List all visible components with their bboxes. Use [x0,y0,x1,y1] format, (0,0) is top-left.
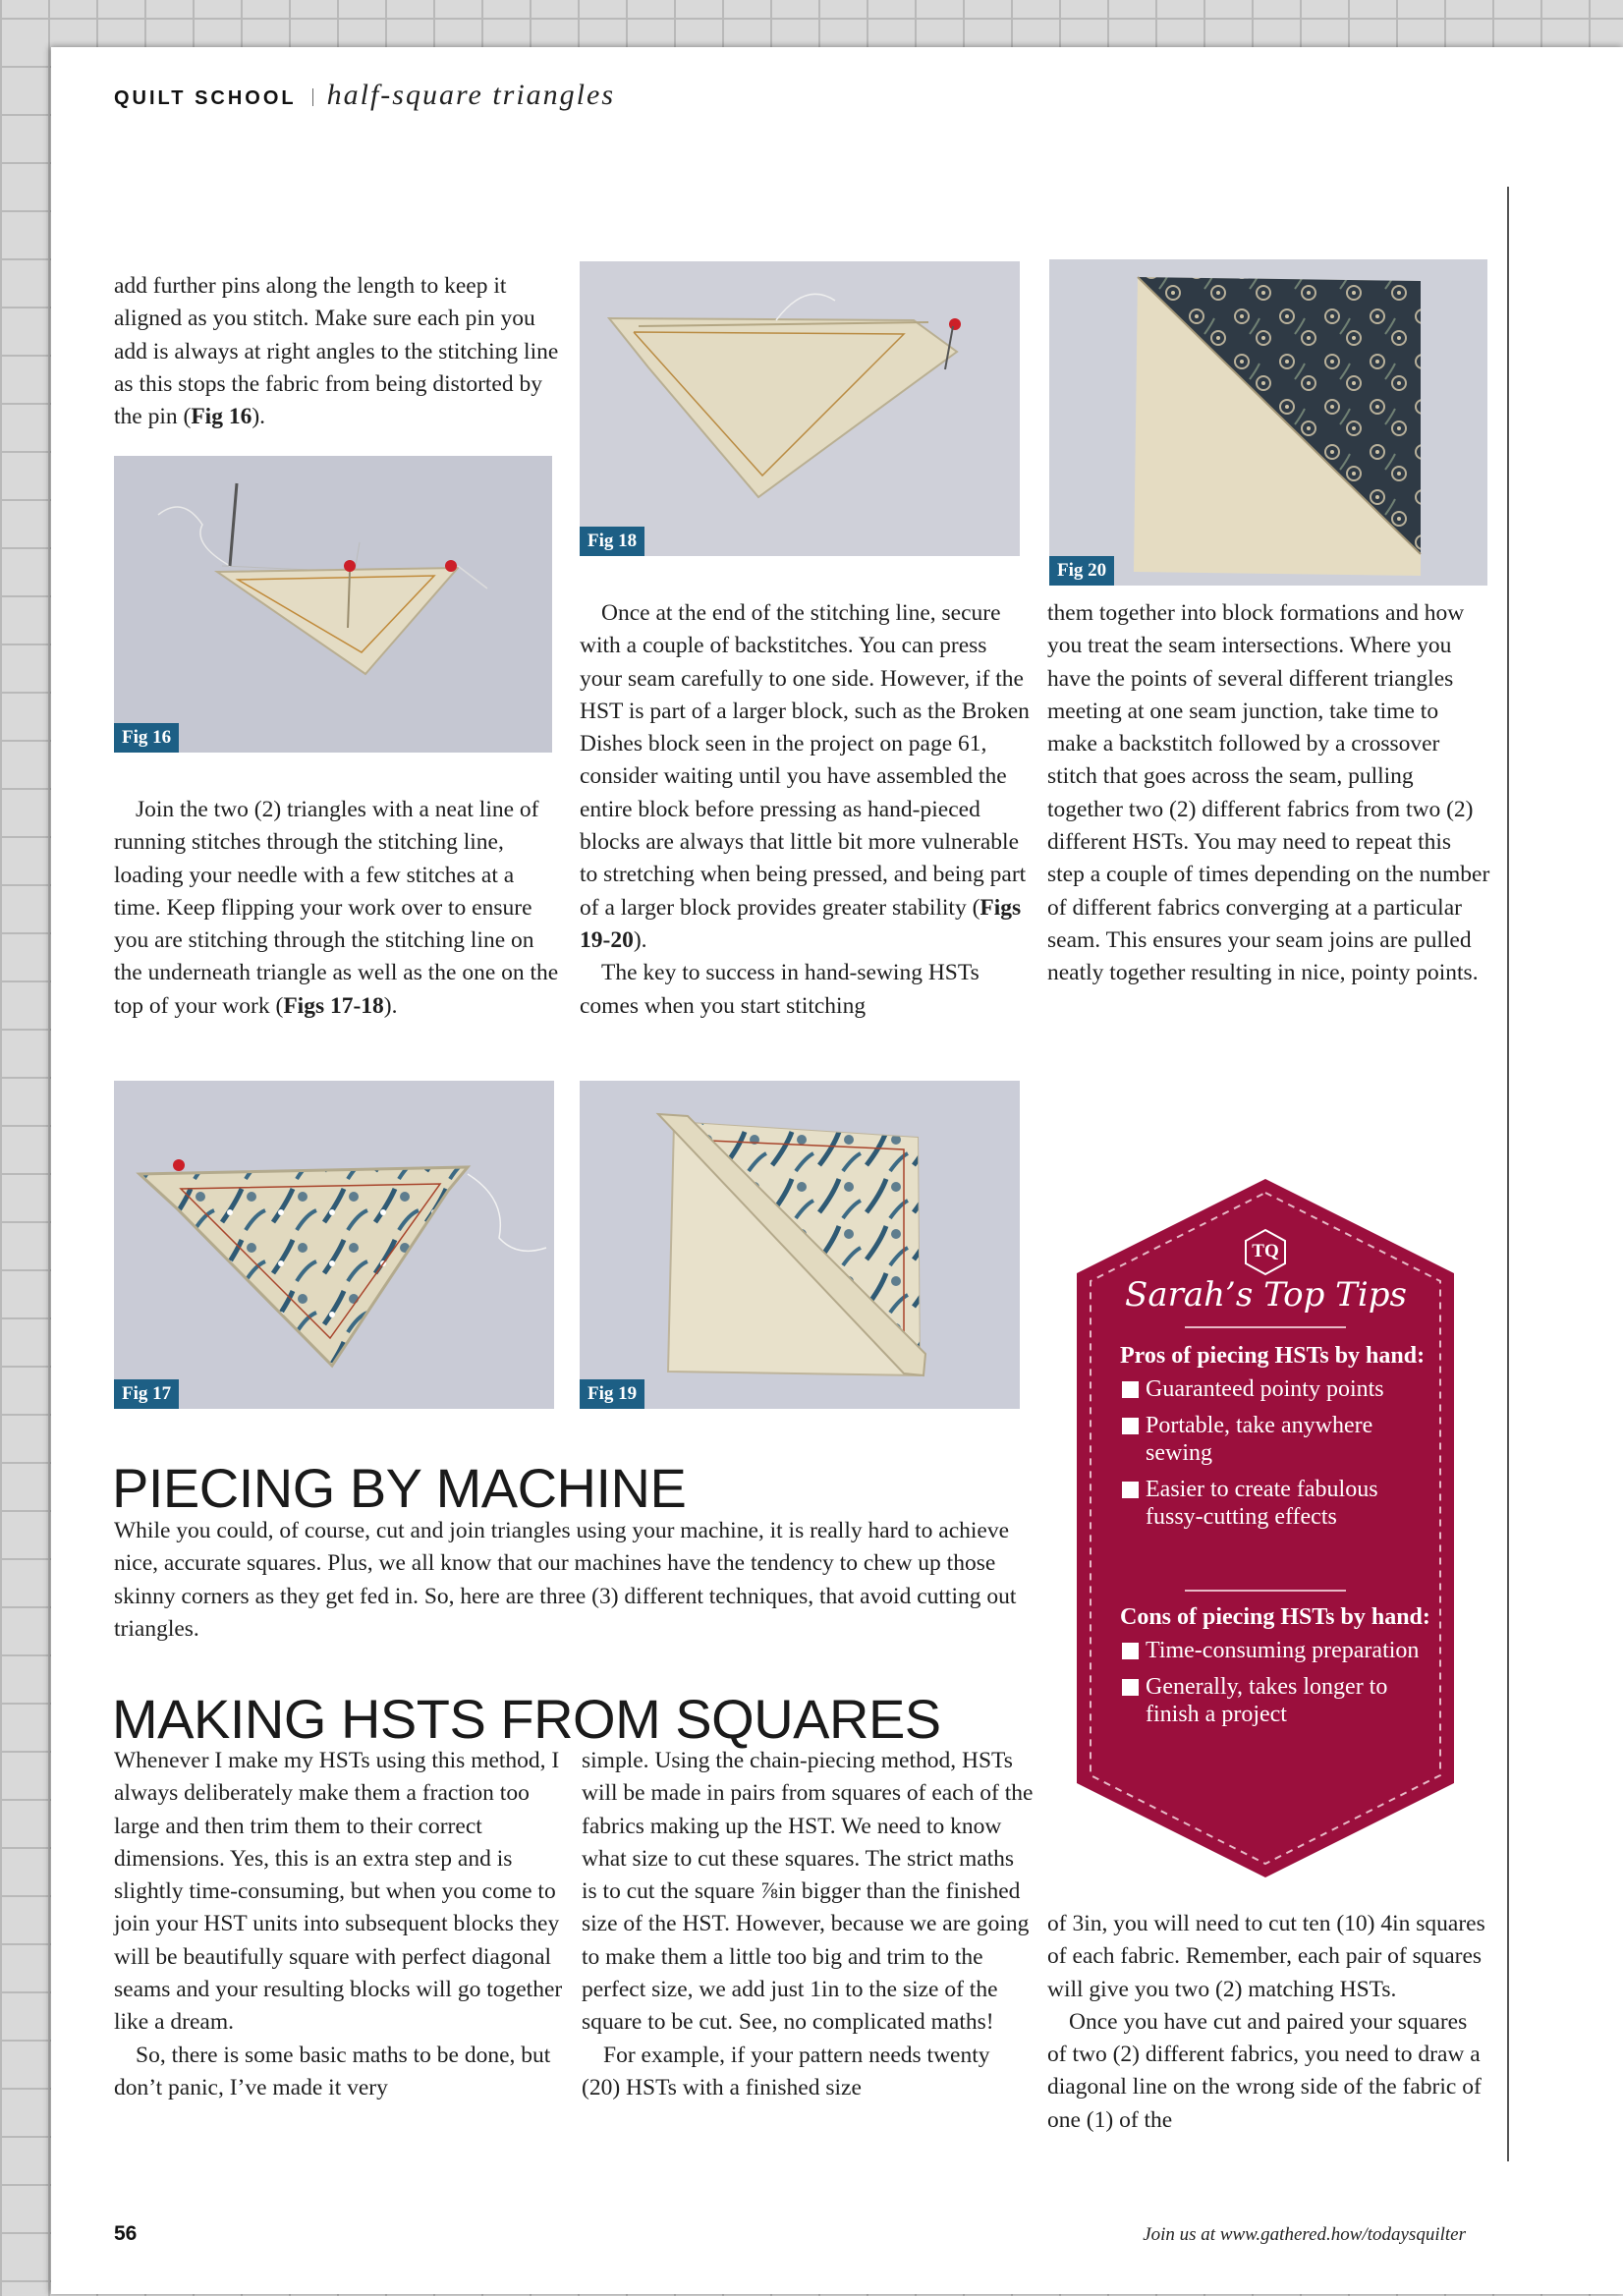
machine-heading: PIECING BY MACHINE [112,1457,687,1519]
section-label: QUILT SCHOOL [114,87,297,109]
fig18-photo [580,261,1020,556]
cons-item: Generally, takes longer to finish a project [1120,1673,1434,1728]
fig20-photo [1049,259,1487,586]
pros-item: Easier to create fabulous fussy-cutting effects [1120,1476,1434,1531]
fig17-photo [114,1081,554,1409]
join-text: Join the two (2) triangles with a neat line of running stitches through the stitching line, loading your needle with a few stitches at a time. Keep flipping your work over to ensure you are stitching through the stitching line on the underneath triangle as well as the one on the top of your work (Figs 17-18). [114,797,559,1019]
section-title: half-square triangles [326,79,616,111]
pros-item: Portable, take anywhere sewing [1120,1412,1434,1467]
squares-col1: Whenever I make my HSTs using this method, I always deliberately make them a fraction too large and then trim them to their correct dimensions. Yes, this is an extra step and is slightly time-consuming, but when you come to join your HST units into subsequent blocks they will be beautifully square with perfect diagonal seams and your resulting blocks will go together like a dream. So, there is some basic maths to be done, but don’t panic, I’ve made it very [114,1748,563,2100]
pros-section [1120,1342,1434,1540]
cons-heading: Cons of piecing HSTs by hand: [1120,1604,1430,1630]
fig19-label: Fig 19 [580,1379,644,1409]
fig-ref: Figs 19-20 [580,894,1022,953]
squares-col3: of 3in, you will need to cut ten (10) 4in squares of each fabric. Remember, each pair of squares will give you two (2) matching HSTs. Once you have cut and paired your squares of two (2) different fabrics, you need to draw a diagonal line on the wrong side of the fabric of one (1) of the [1047,1911,1485,2133]
squares-heading: MAKING HSTS FROM SQUARES [112,1688,941,1750]
fig16-photo [114,456,552,753]
seam-text: them together into block formations and how you treat the seam intersections. Where you have the points of several different triangles meeting at one seam junction, take time to make a backstitch followed by a crossover stitch that goes across the seam, pulling together two (2) different fabrics from two (2) different HSTs. You may need to repeat this step a couple of times depending on the number of different fabrics converging at a particular seam. This ensures your seam joins are pulled neatly together resulting in nice, pointy points. [1047,600,1490,986]
squares-col2: simple. Using the chain-piecing method, HSTs will be made in pairs from squares of each of the fabrics making up the HST. We need to know what size to cut these squares. The strict maths is to cut the square ⅞in bigger than the finished size of the HST. However, because we are going to make them a little too big and trim to the perfect size, we add just 1in to the size of the square to be cut. See, no complicated maths! For example, if your pattern needs twenty (20) HSTs with a finished size [582,1748,1034,2100]
fig16-label: Fig 16 [114,723,179,753]
page-number: 56 [114,2222,138,2245]
fig19-photo [580,1081,1020,1409]
pros-item: Guaranteed pointy points [1120,1375,1434,1403]
fig17-label: Fig 17 [114,1379,179,1409]
fig-ref: Fig 16 [191,404,252,430]
fig20-label: Fig 20 [1049,556,1114,586]
header-divider [312,88,313,106]
cons-section [1120,1603,1434,1737]
machine-text: While you could, of course, cut and join triangles using your machine, it is really hard to achieve nice, accurate squares. Plus, we all know that our machines have the tendency to chew up those skinny corners as they get fed in. So, here are three (3) different techniques, that avoid cutting out triangles. [114,1518,1017,1642]
footer-link[interactable]: Join us at www.gathered.how/todaysquilter [1143,2224,1466,2245]
running-header [114,79,615,112]
top-tips-panel [1077,1179,1454,1877]
tips-title: Sarah’s Top Tips [1125,1275,1407,1315]
pros-heading: Pros of piecing HSTs by hand: [1120,1343,1426,1369]
tips-divider [1185,1326,1346,1328]
tq-badge: TQ [1252,1241,1279,1261]
fig18-label: Fig 18 [580,527,644,556]
pressing-text: Once at the end of the stitching line, secure with a couple of backstitches. You can press your seam carefully to one side. However, if the HST is part of a larger block, such as the Broken Dishes block seen in the project on page 61, consider waiting until you have assembled the entire block before pressing as hand-pieced blocks are always that little bit more vulnerable to stretching when being pressed, and being part of a larger block provides greater stability (Figs 19-20). The key to success in hand-sewing HSTs comes when you start stitching [580,600,1030,1019]
fig-ref: Figs 17-18 [283,992,384,1019]
tips-divider [1185,1590,1346,1592]
intro-text: add further pins along the length to keep it aligned as you stitch. Make sure each pin you add is always at right angles to the stitching line as this stops the fabric from being distorted by the pin (Fig 16). [114,273,559,430]
cons-item: Time-consuming preparation [1120,1637,1434,1664]
column-rule [1507,187,1509,2161]
